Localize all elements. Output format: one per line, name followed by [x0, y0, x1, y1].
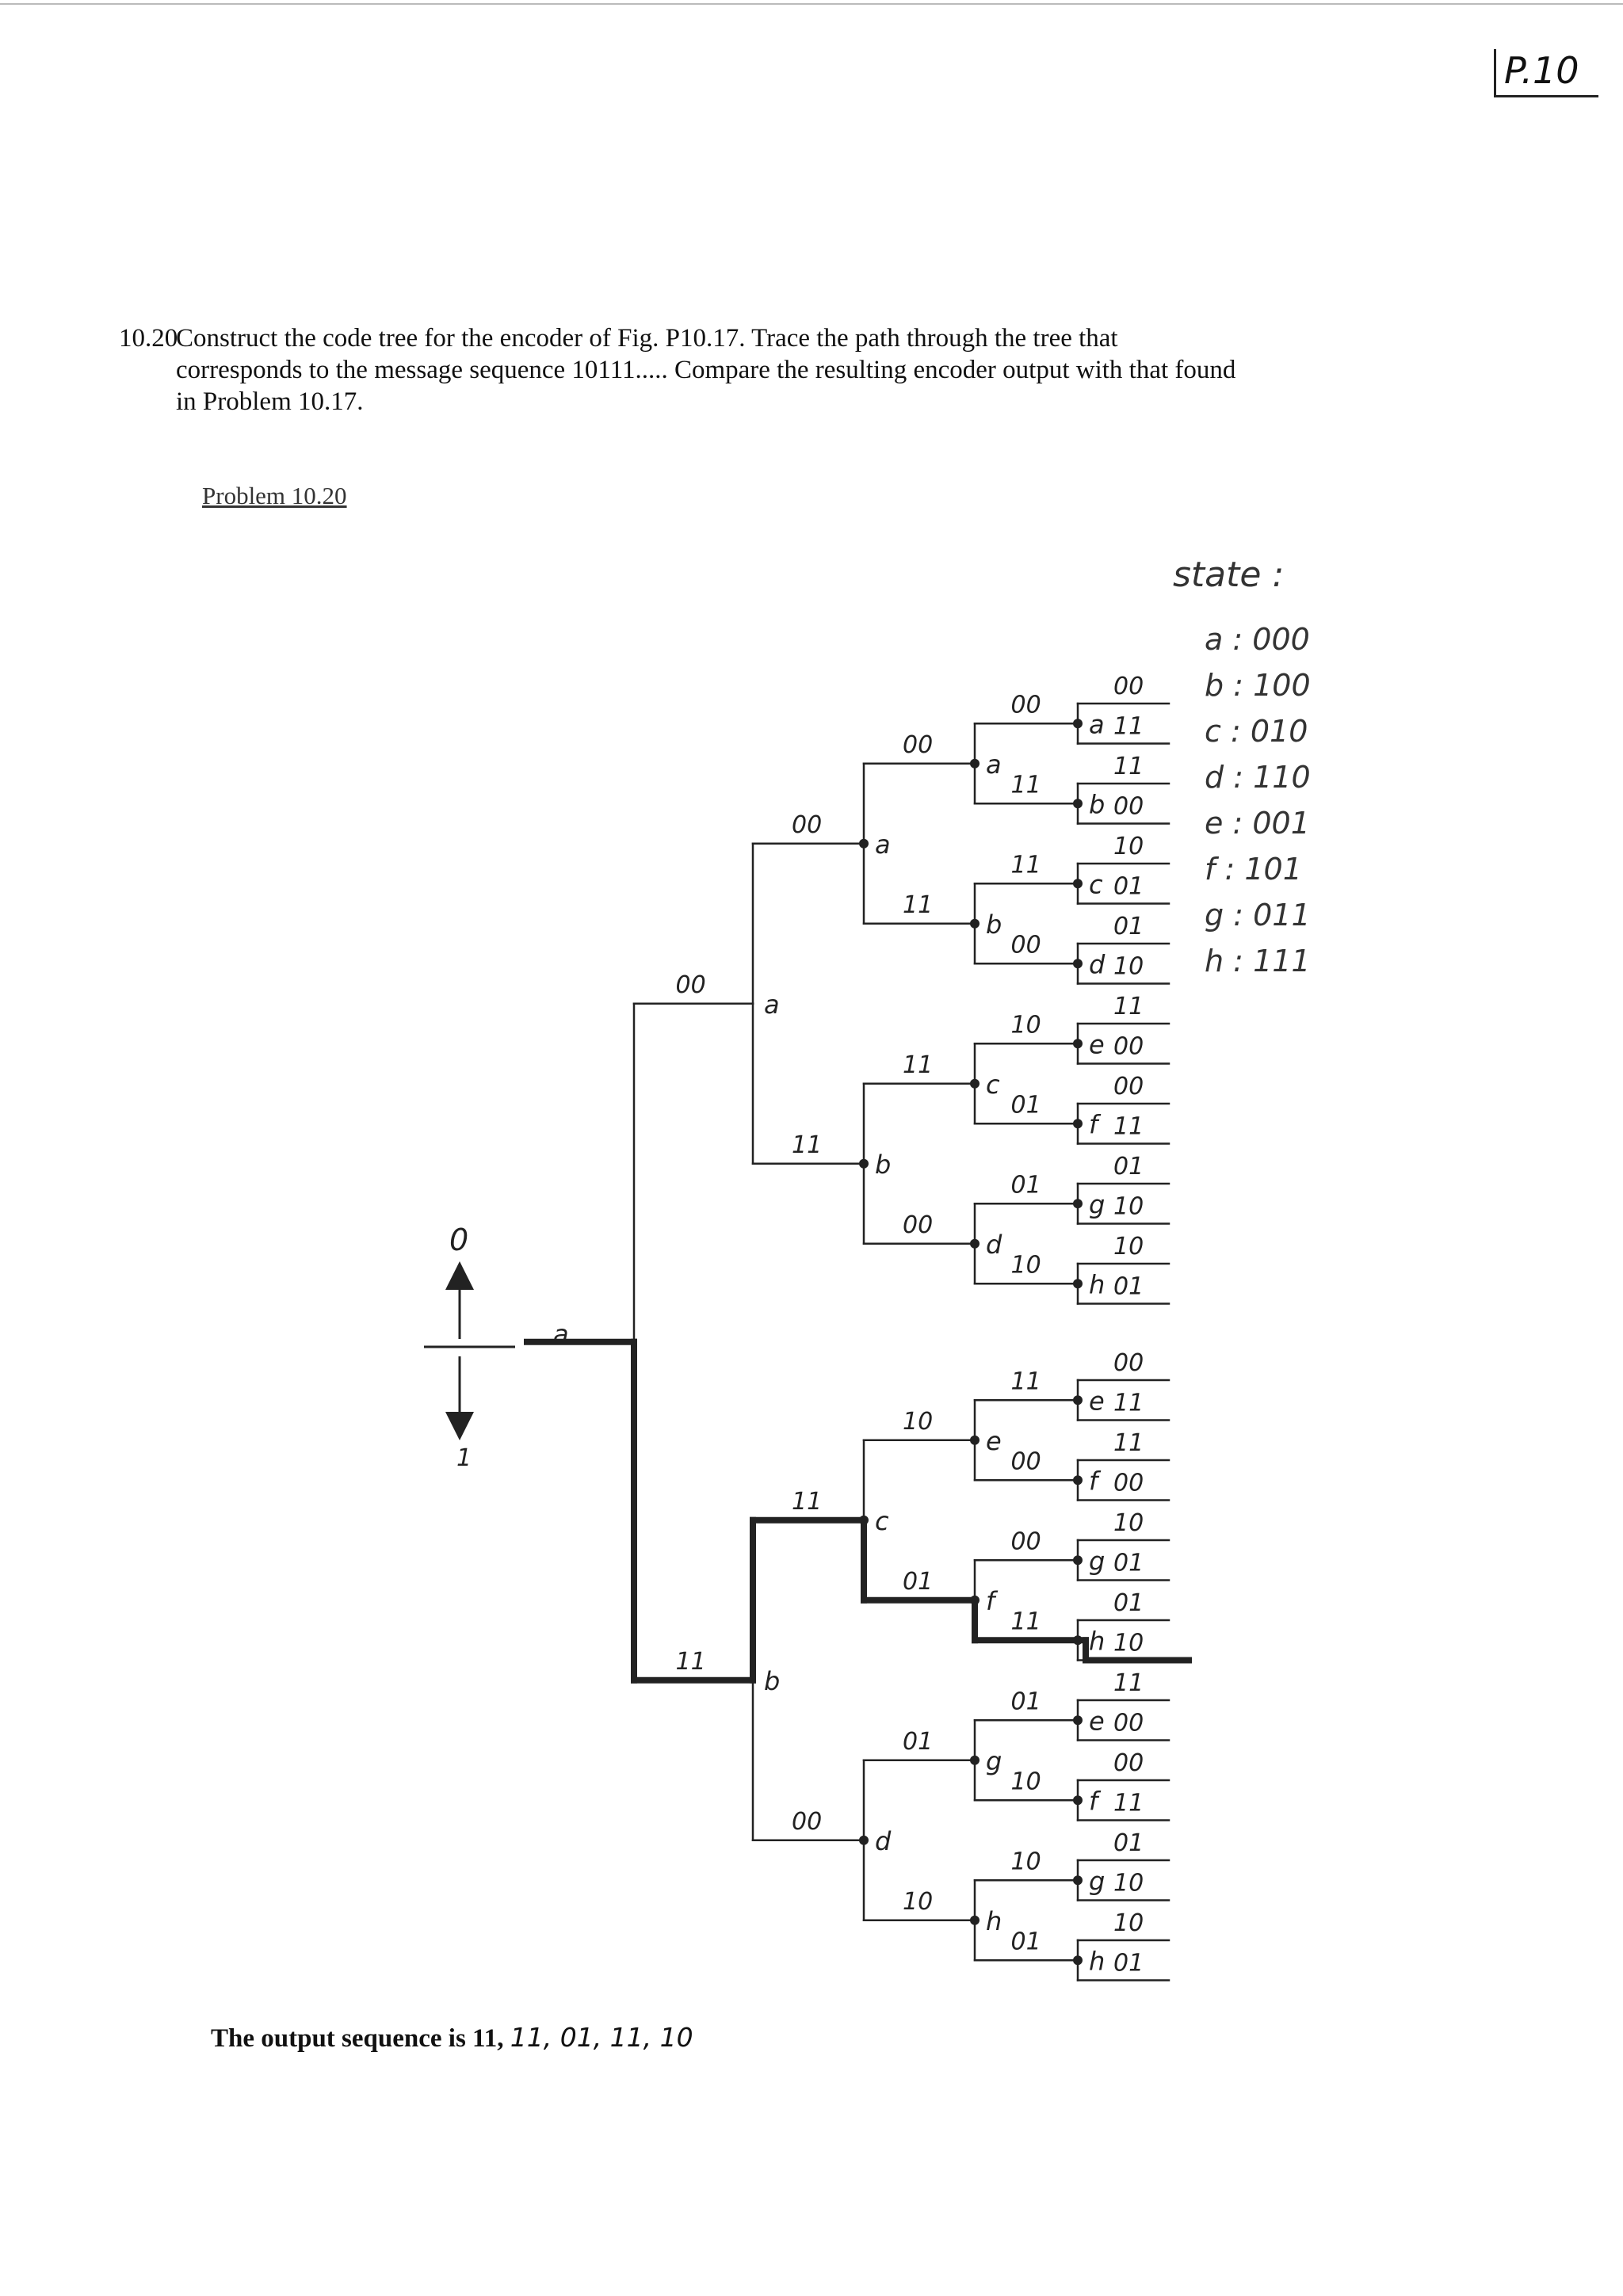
tree-node-dot — [970, 1756, 980, 1765]
state-node-label: e — [1089, 1029, 1105, 1060]
branch-output-label: 01 — [903, 1567, 934, 1596]
tree-node-dot — [1073, 1635, 1083, 1645]
state-node-label: d — [1089, 949, 1106, 980]
branch-output-label: 11 — [675, 1647, 706, 1676]
leaf-output-label: 01 — [1113, 872, 1144, 901]
branch-output-label: 10 — [903, 1887, 934, 1916]
leaf-output-label: 00 — [1113, 1749, 1144, 1777]
leaf-output-label: 01 — [1113, 1153, 1144, 1180]
tree-labels — [676, 673, 1144, 1978]
state-node-label: a — [764, 989, 780, 1020]
branch-output-label: 00 — [1010, 931, 1041, 959]
tree-node-dot — [1073, 1875, 1083, 1885]
branch-output-label: 00 — [1010, 1447, 1041, 1476]
branch-output-label: 11 — [1010, 851, 1041, 879]
leaf-output-label: 11 — [1113, 1389, 1144, 1417]
leaf-output-label: 01 — [1113, 1272, 1144, 1301]
state-node-label: h — [1089, 1946, 1106, 1977]
branch-output-label: 00 — [903, 730, 934, 759]
state-row: c : 010 — [1205, 714, 1308, 749]
state-node-label: f — [986, 1585, 995, 1616]
branch-output-label: 01 — [1010, 1688, 1041, 1716]
tree-node-dot — [1073, 799, 1083, 808]
branch-output-label: 01 — [903, 1727, 934, 1756]
branch-output-label: 00 — [792, 1807, 823, 1836]
leaf-output-label: 10 — [1113, 1629, 1144, 1657]
problem-text: Construct the code tree for the encoder of Fig. P10.17. Trace the path through the tree that corresponds to the message sequence 10111..... Compare the resulting encoder output with that found in Problem 10.17. — [176, 324, 1236, 416]
state-node-label: d — [986, 1229, 1002, 1260]
branch-output-label: 10 — [1010, 1848, 1041, 1876]
state-node-label: c — [1089, 869, 1103, 900]
branch-output-label: 10 — [903, 1407, 934, 1436]
state-node-label: h — [1089, 1626, 1106, 1657]
state-row: f : 101 — [1205, 852, 1302, 887]
leaf-output-label: 00 — [1113, 1349, 1144, 1377]
state-node-label: d — [875, 1825, 892, 1856]
tree-node-dot — [1073, 1395, 1083, 1405]
state-node-label: g — [1089, 1189, 1106, 1220]
branch-output-label: 11 — [903, 1051, 934, 1079]
leaf-output-label: 11 — [1113, 712, 1144, 741]
state-row: h : 111 — [1205, 944, 1311, 978]
tree-node-dot — [859, 839, 869, 849]
state-node-label: a — [1089, 709, 1105, 740]
tree-node-dot — [859, 1159, 869, 1169]
leaf-output-label: 11 — [1113, 1789, 1144, 1817]
branch-output-label: 00 — [1010, 1527, 1041, 1556]
leaf-output-label: 11 — [1113, 1669, 1144, 1697]
tree-node-dot — [970, 1596, 980, 1605]
leaf-output-label: 01 — [1113, 1829, 1144, 1857]
output-prefix: The output sequence is 11, — [211, 2024, 504, 2053]
state-node-label: f — [1089, 1786, 1098, 1817]
problem-number: 10.20 — [119, 324, 178, 353]
branch-output-label: 11 — [1010, 771, 1041, 799]
leaf-output-label: 10 — [1113, 1869, 1144, 1897]
state-node-label: f — [1089, 1109, 1098, 1140]
leaf-output-label: 10 — [1113, 1233, 1144, 1261]
state-node-label: g — [1089, 1866, 1106, 1897]
state-node-label: e — [1089, 1706, 1105, 1737]
branch-output-label: 00 — [792, 810, 823, 839]
branch-output-label: 11 — [792, 1131, 823, 1159]
branch-output-label: 10 — [1010, 1011, 1041, 1039]
branch-output-label: 10 — [1010, 1768, 1041, 1796]
state-node-label: a — [875, 829, 891, 860]
tree-node-dot — [1073, 959, 1083, 968]
state-node-label: b — [1089, 789, 1106, 820]
leaf-output-label: 00 — [1113, 673, 1144, 700]
state-table-title: state : — [1173, 555, 1285, 595]
tree-node-dot — [859, 1836, 869, 1845]
state-node-label: e — [986, 1425, 1002, 1456]
state-node-label: c — [875, 1505, 889, 1536]
branch-output-label: 01 — [1010, 1928, 1041, 1956]
leaf-output-label: 00 — [1113, 1469, 1144, 1497]
branch-output-label: 11 — [1010, 1367, 1041, 1396]
input-one-label: 1 — [456, 1444, 472, 1472]
output-handwritten: 11, 01, 11, 10 — [510, 2022, 693, 2053]
leaf-output-label: 01 — [1113, 913, 1144, 940]
leaf-output-label: 01 — [1113, 1589, 1144, 1617]
tree-node-dot — [1073, 1119, 1083, 1128]
state-row: d : 110 — [1205, 760, 1311, 795]
leaf-output-label: 10 — [1113, 1909, 1144, 1937]
state-node-label: h — [986, 1905, 1002, 1936]
leaf-output-label: 11 — [1113, 753, 1144, 780]
state-row: b : 100 — [1205, 668, 1311, 703]
leaf-output-label: 11 — [1113, 993, 1144, 1020]
state-node-label: g — [986, 1745, 1002, 1776]
state-row: a : 000 — [1205, 622, 1310, 657]
leaf-output-label: 01 — [1113, 1549, 1144, 1577]
tree-node-dot — [1073, 1475, 1083, 1485]
leaf-output-label: 11 — [1113, 1429, 1144, 1457]
leaf-output-label: 10 — [1113, 1192, 1144, 1221]
branch-output-label: 00 — [675, 971, 706, 999]
leaf-output-label: 10 — [1113, 833, 1144, 860]
state-node-label: b — [764, 1665, 781, 1696]
state-node-label: b — [986, 909, 1002, 940]
tree-node-dot — [1073, 879, 1083, 888]
tree-node-dot — [970, 1916, 980, 1925]
tree-node-dot — [1073, 1955, 1083, 1965]
tree-node-dot — [970, 1239, 980, 1249]
input-zero-label: 0 — [449, 1222, 469, 1257]
tree-node-dot — [1073, 1199, 1083, 1208]
tree-node-dot — [1073, 1039, 1083, 1048]
root-state-label: a — [553, 1319, 569, 1349]
branch-output-label: 00 — [1010, 691, 1041, 719]
state-node-label: a — [986, 749, 1002, 780]
state-row: g : 011 — [1205, 898, 1311, 933]
tree-node-dot — [1073, 1555, 1083, 1565]
leaf-output-label: 11 — [1113, 1112, 1144, 1141]
branch-output-label: 10 — [1010, 1251, 1041, 1280]
leaf-output-label: 00 — [1113, 1073, 1144, 1100]
tree-node-dot — [1073, 1795, 1083, 1805]
tree-node-dot — [970, 1436, 980, 1445]
state-node-label: g — [1089, 1546, 1106, 1577]
branch-output-label: 00 — [903, 1211, 934, 1239]
branch-output-label: 11 — [792, 1487, 823, 1516]
leaf-output-label: 00 — [1113, 1032, 1144, 1061]
tree-node-dot — [1073, 719, 1083, 728]
branch-output-label: 11 — [1010, 1608, 1041, 1636]
state-node-label: f — [1089, 1466, 1098, 1497]
leaf-output-label: 10 — [1113, 952, 1144, 981]
state-node-label: h — [1089, 1269, 1106, 1300]
tree-node-dot — [1073, 1279, 1083, 1288]
state-node-label: e — [1089, 1386, 1105, 1417]
leaf-output-label: 00 — [1113, 1709, 1144, 1737]
leaf-output-label: 10 — [1113, 1509, 1144, 1537]
section-heading: Problem 10.20 — [202, 482, 347, 509]
page-number-tag: P.10 — [1494, 49, 1598, 97]
leaf-output-label: 01 — [1113, 1949, 1144, 1978]
output-sequence — [211, 2022, 693, 2054]
state-node-label: c — [986, 1069, 1000, 1100]
tree-node-dot — [1073, 1715, 1083, 1725]
state-node-label: b — [875, 1149, 892, 1180]
branch-output-label: 01 — [1010, 1171, 1041, 1199]
tree-node-dot — [970, 759, 980, 769]
tree-node-dot — [970, 1079, 980, 1089]
tree-node-dot — [859, 1516, 869, 1525]
tree-node-dot — [970, 919, 980, 929]
branch-output-label: 01 — [1010, 1091, 1041, 1119]
state-row: e : 001 — [1205, 806, 1310, 841]
leaf-output-label: 00 — [1113, 792, 1144, 821]
branch-output-label: 11 — [903, 891, 934, 919]
